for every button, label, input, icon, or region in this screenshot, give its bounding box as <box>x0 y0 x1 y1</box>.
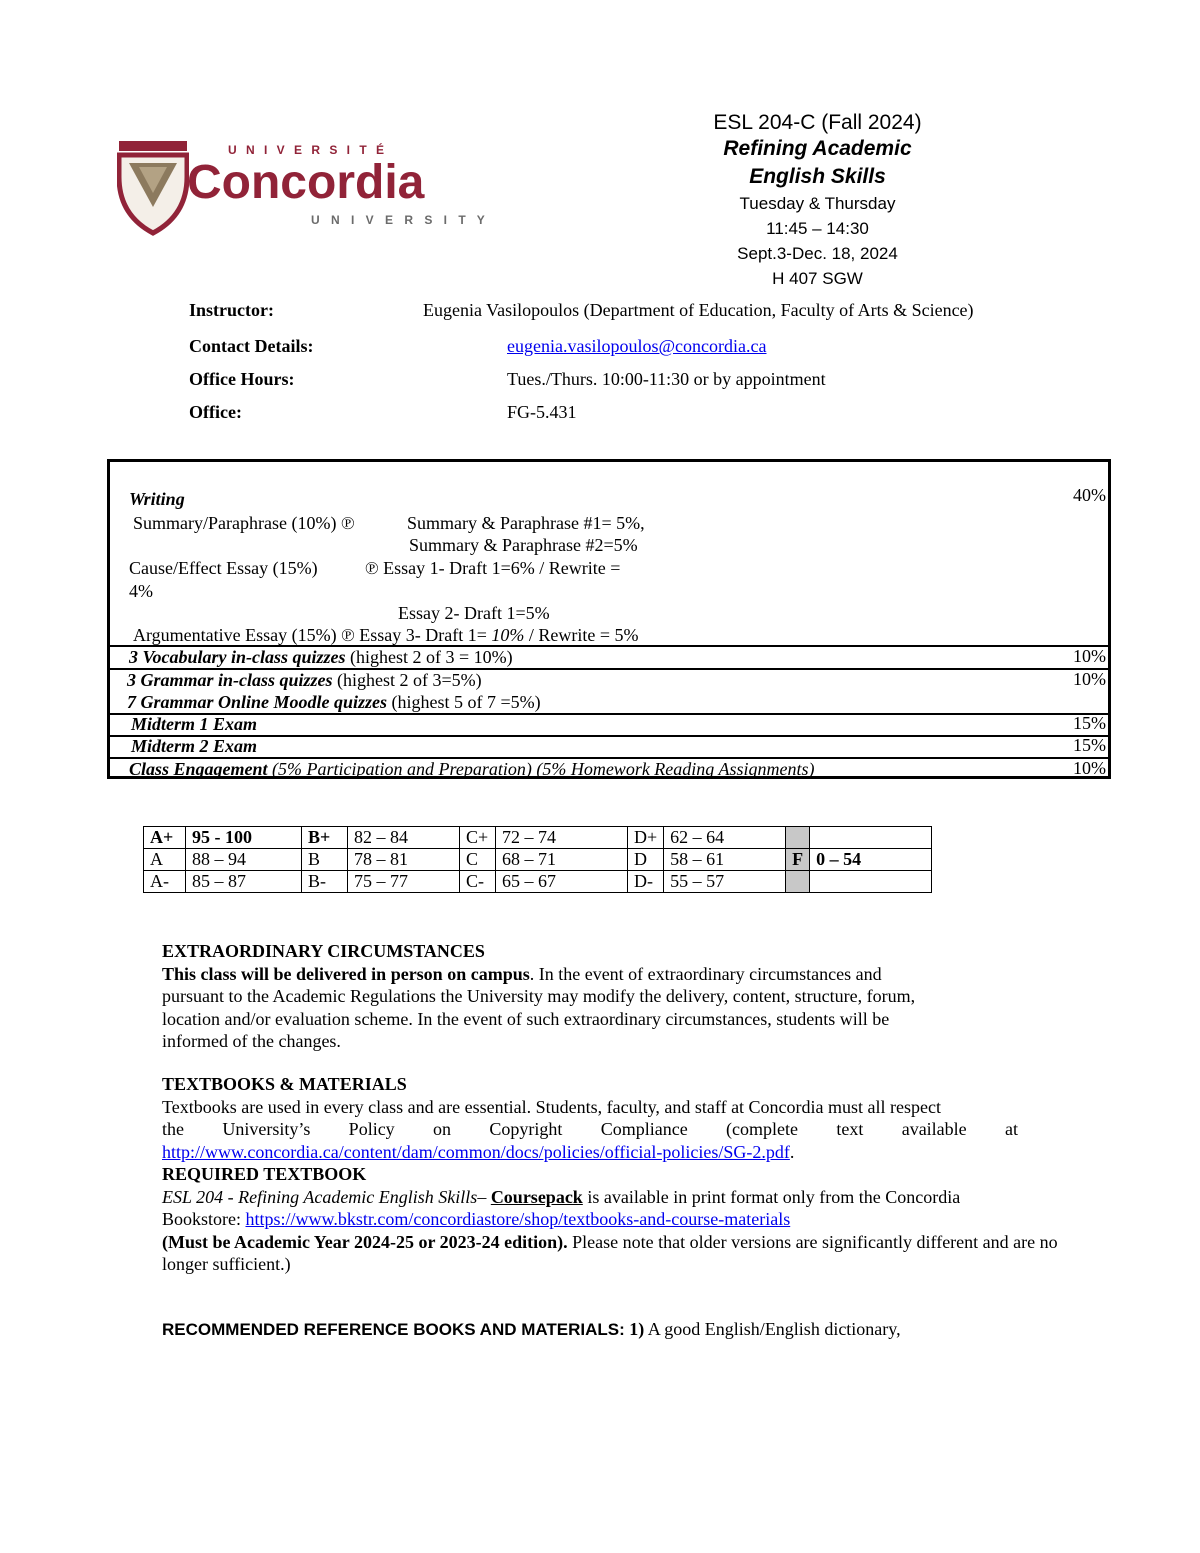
summary-paraphrase-detail2: Summary & Paraphrase #2=5% <box>409 535 638 555</box>
office-label: Office: <box>189 402 242 422</box>
grade-letter: D <box>628 849 664 871</box>
cause-effect-detail: ℗ Essay 1- Draft 1=6% / Rewrite = <box>365 558 621 578</box>
copyright-policy-link[interactable]: http://www.concordia.ca/content/dam/common/docs/policies/official-policies/SG-2.pdf <box>162 1141 790 1162</box>
coursepack-availability: is available in print format only from the Concordia <box>582 1186 961 1207</box>
blank-cell <box>786 827 810 849</box>
grade-range: 78 – 81 <box>348 849 460 871</box>
midterm1-label: Midterm 1 Exam <box>131 714 258 734</box>
extraordinary-bold-lead: This class will be delivered in person on campus <box>162 963 530 984</box>
textbooks-link-line <box>162 1141 1152 1164</box>
vocab-percent: 10% <box>1073 646 1106 666</box>
grade-letter: A- <box>144 871 186 893</box>
writing-title: Writing <box>129 489 185 509</box>
blank-cell <box>810 871 932 893</box>
writing-percent: 40% <box>1073 485 1106 505</box>
textbook-title: ESL 204 - Refining Academic English Skills <box>162 1186 478 1207</box>
grade-letter: D- <box>628 871 664 893</box>
grade-letter-f: F <box>786 849 810 871</box>
argumentative-draft-weight: 10% <box>491 625 525 645</box>
course-header <box>660 110 975 291</box>
textbooks-line2: the University’s Policy on Copyright Compliance (complete text available at <box>162 1119 1018 1139</box>
grade-letter: B <box>302 849 348 871</box>
contact-label: Contact Details: <box>189 336 314 356</box>
grade-range: 95 - 100 <box>186 827 302 849</box>
grammar-quizzes-row <box>127 669 482 691</box>
required-textbook-heading: REQUIRED TEXTBOOK <box>162 1164 367 1184</box>
grade-range: 82 – 84 <box>348 827 460 849</box>
grade-range: 72 – 74 <box>496 827 628 849</box>
coursepack-label: Coursepack <box>490 1186 583 1207</box>
textbooks-heading: TEXTBOOKS & MATERIALS <box>162 1074 407 1094</box>
letter-grade-table <box>143 826 932 893</box>
recommended-text: A good English/English dictionary, <box>644 1319 901 1339</box>
grade-range: 65 – 67 <box>496 871 628 893</box>
grade-letter: C <box>460 849 496 871</box>
extraordinary-line1 <box>162 963 1022 986</box>
extraordinary-line3: location and/or evaluation scheme. In the event of such extraordinary circumstances, students will be <box>162 1008 890 1029</box>
moodle-quizzes-row <box>127 691 541 713</box>
university-logo <box>117 135 489 240</box>
edition-line2: longer sufficient.) <box>162 1254 291 1274</box>
table-row <box>144 827 932 849</box>
grade-letter: A+ <box>144 827 186 849</box>
grade-range: 88 – 94 <box>186 849 302 871</box>
office-value: FG-5.431 <box>507 402 577 422</box>
grammar-percent: 10% <box>1073 669 1106 689</box>
logo-top-text: U N I V E R S I T É <box>228 143 388 157</box>
grading-breakdown-table <box>107 459 1111 779</box>
course-days: Tuesday & Thursday <box>739 194 896 213</box>
period: . <box>789 1141 795 1162</box>
course-title-line1: Refining Academic <box>723 137 912 160</box>
extraordinary-text: . In the event of extraordinary circumstances and <box>529 963 882 984</box>
grade-range: 58 – 61 <box>664 849 786 871</box>
grade-letter: B+ <box>302 827 348 849</box>
bookstore-link[interactable]: https://www.bkstr.com/concordiastore/shop/textbooks-and-course-materials <box>245 1209 791 1229</box>
grade-range: 85 – 87 <box>186 871 302 893</box>
midterm2-label: Midterm 2 Exam <box>131 736 258 756</box>
grammar-quizzes-detail: (highest 2 of 3=5%) <box>337 670 482 690</box>
moodle-quizzes-label: 7 Grammar Online Moodle quizzes <box>127 692 388 712</box>
vocab-quizzes-label: 3 Vocabulary in-class quizzes <box>129 647 346 667</box>
grade-letter: D+ <box>628 827 664 849</box>
class-engagement-row <box>129 758 814 780</box>
midterm2-percent: 15% <box>1073 735 1106 755</box>
divider <box>110 713 1108 715</box>
cause-effect-label: Cause/Effect Essay (15%) <box>129 558 318 578</box>
table-row <box>144 849 932 871</box>
grade-range: 75 – 77 <box>348 871 460 893</box>
class-engagement-percent: 10% <box>1073 758 1106 778</box>
contact-email-link[interactable]: eugenia.vasilopoulos@concordia.ca <box>507 336 767 356</box>
cause-effect-detail2: Essay 2- Draft 1=5% <box>398 603 550 623</box>
divider <box>110 735 1108 737</box>
office-hours-label: Office Hours: <box>189 369 295 389</box>
midterm1-percent: 15% <box>1073 713 1106 733</box>
recommended-heading: RECOMMENDED REFERENCE BOOKS AND MATERIALS: <box>162 1320 625 1339</box>
cause-effect-detail-wrap: 4% <box>129 581 153 601</box>
textbooks-line1: Textbooks are used in every class and are essential. Students, faculty, and staff at Concordia must all respect <box>162 1096 942 1117</box>
grade-letter: A <box>144 849 186 871</box>
vocab-quizzes-row <box>129 646 513 668</box>
course-title-line2: English Skills <box>749 165 886 188</box>
grade-range: 68 – 71 <box>496 849 628 871</box>
moodle-quizzes-detail: (highest 5 of 7 =5%) <box>391 692 541 712</box>
summary-paraphrase-label: Summary/Paraphrase (10%) ℗ <box>133 513 355 533</box>
concordia-crest-icon <box>117 137 189 237</box>
instructor-value: Eugenia Vasilopoulos (Department of Education, Faculty of Arts & Science) <box>423 300 974 320</box>
course-dates: Sept.3-Dec. 18, 2024 <box>737 244 898 263</box>
edition-line <box>162 1231 1152 1254</box>
grammar-quizzes-label: 3 Grammar in-class quizzes <box>127 670 333 690</box>
grade-range: 55 – 57 <box>664 871 786 893</box>
logo-bottom-text: U N I V E R S I T Y <box>311 213 489 227</box>
argumentative-label <box>133 624 639 646</box>
edition-requirement: (Must be Academic Year 2024-25 or 2023-24 edition). <box>162 1231 568 1252</box>
textbooks-section <box>162 1073 1152 1276</box>
grade-range: 62 – 64 <box>664 827 786 849</box>
bookstore-line <box>162 1208 1152 1231</box>
edition-note: Please note that older versions are significantly different and are no <box>567 1231 1058 1252</box>
table-row <box>144 871 932 893</box>
summary-paraphrase-detail1: Summary & Paraphrase #1= 5%, <box>407 513 645 533</box>
class-engagement-label: Class Engagement <box>129 759 268 779</box>
argumentative-text: Argumentative Essay (15%) ℗ Essay 3- Draft 1= <box>133 625 487 645</box>
argumentative-rewrite: / Rewrite = 5% <box>528 625 639 645</box>
blank-cell <box>810 827 932 849</box>
grade-letter: C- <box>460 871 496 893</box>
vocab-quizzes-detail: (highest 2 of 3 = 10%) <box>350 647 513 667</box>
extraordinary-section <box>162 940 1022 1053</box>
logo-main-text: Concordia <box>187 156 425 209</box>
class-engagement-detail: (5% Participation and Preparation) (5% Homework Reading Assignments) <box>272 759 815 779</box>
grade-range-f: 0 – 54 <box>810 849 932 871</box>
required-textbook-line <box>162 1186 1152 1209</box>
course-room: H 407 SGW <box>772 269 863 288</box>
course-time: 11:45 – 14:30 <box>766 219 869 238</box>
bookstore-label: Bookstore: <box>162 1209 246 1229</box>
grade-letter: C+ <box>460 827 496 849</box>
office-hours-value: Tues./Thurs. 10:00-11:30 or by appointment <box>507 369 826 389</box>
extraordinary-line4: informed of the changes. <box>162 1031 341 1051</box>
course-code: ESL 204-C (Fall 2024) <box>713 111 922 134</box>
extraordinary-line2: pursuant to the Academic Regulations the University may modify the delivery, content, structure, forum, <box>162 986 916 1006</box>
grade-letter: B- <box>302 871 348 893</box>
recommended-section <box>162 1318 1162 1342</box>
blank-cell <box>786 871 810 893</box>
extraordinary-heading: EXTRAORDINARY CIRCUMSTANCES <box>162 941 485 961</box>
instructor-label: Instructor: <box>189 300 274 320</box>
recommended-number: 1) <box>624 1319 645 1339</box>
dash: – <box>477 1186 491 1207</box>
